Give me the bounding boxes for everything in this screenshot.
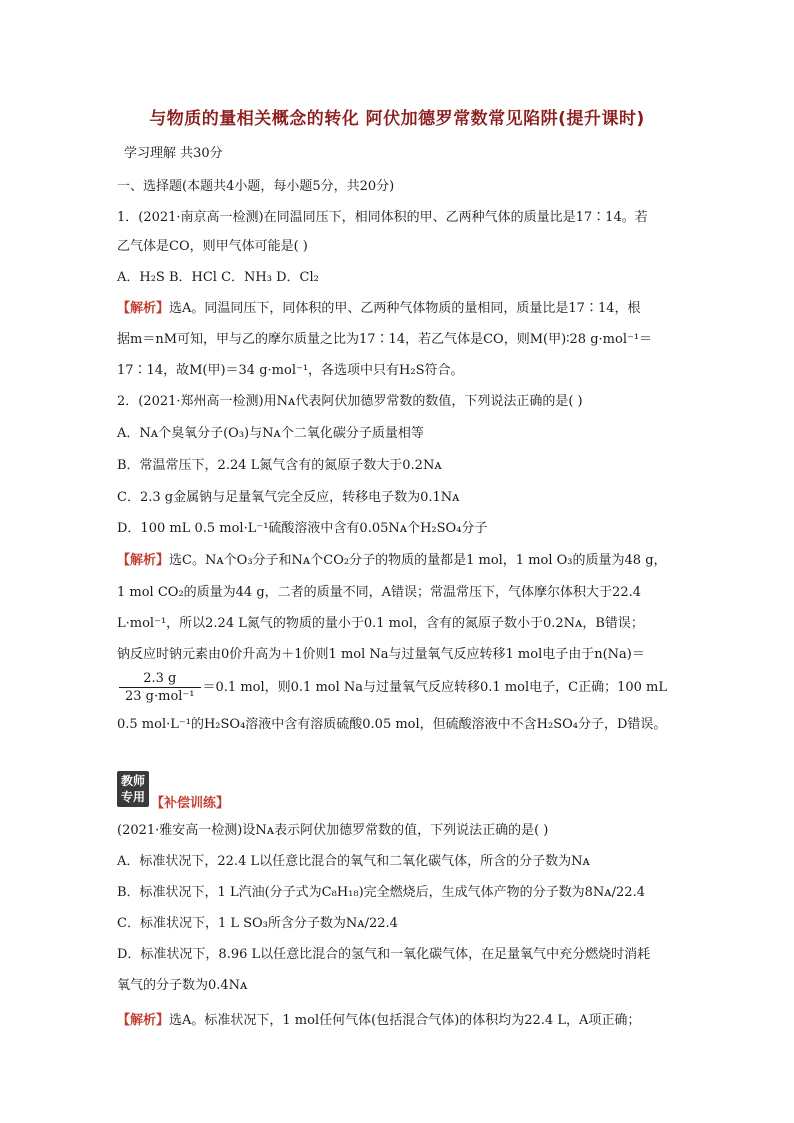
q1-options: A．H₂S B．HCl C．NH₃ D．Cl₂ [117, 270, 319, 285]
q2-explanation-text: ＝0.1 mol，则0.1 mol Na与过量氧气反应转移0.1 mol电子，C正确；100 mL [202, 680, 667, 695]
fraction [119, 670, 201, 705]
q2-option-d: D．100 mL 0.5 mol·L⁻¹硫酸溶液中含有0.05Nᴀ个H₂SO₄分子 [117, 521, 488, 536]
badge-top-text: 教师 [120, 774, 145, 788]
subtitle: 学习理解 共30分 [124, 146, 223, 161]
supp-option-b: B．标准状况下，1 L汽油(分子式为C₈H₁₈)完全燃烧后，生成气体产物的分子数为8Nᴀ/22.4 [117, 885, 645, 900]
explanation-tag: 【解析】 [117, 553, 170, 568]
supplementary-heading [151, 795, 229, 813]
q2-explanation-line3: L·mol⁻¹，所以2.24 L氮气的物质的量小于0.1 mol，含有的氮原子数小于0.2Nᴀ，B错误； [117, 616, 644, 631]
q1-stem-line2: 乙气体是CO，则甲气体可能是( ) [117, 239, 308, 254]
q1-explanation-line3: 17∶14，故M(甲)＝34 g·mol⁻¹，各选项中只有H₂S符合。 [117, 363, 464, 378]
explanation-tag: 【解析】 [117, 301, 170, 316]
supp-explanation-text: 选A。标准状况下，1 mol任何气体(包括混合气体)的体积均为22.4 L，A项正确； [169, 1013, 641, 1028]
supp-stem: (2021·雅安高一检测)设Nᴀ表示阿伏加德罗常数的值，下列说法正确的是( ) [117, 823, 549, 838]
q2-option-c: C．2.3 g金属钠与足量氧气完全反应，转移电子数为0.1Nᴀ [117, 490, 460, 505]
fraction-denominator: 23 g·mol⁻¹ [125, 689, 195, 704]
q2-explanation-line2: 1 mol CO₂的质量为44 g，二者的质量不同，A错误；常温常压下，气体摩尔体积大于22.4 [117, 585, 641, 600]
section-heading: 一、选择题(本题共4小题，每小题5分，共20分) [117, 179, 395, 194]
q2-option-b: B．常温常压下，2.24 L氮气含有的氮原子数大于0.2Nᴀ [117, 458, 442, 473]
fraction-numerator: 2.3 g [119, 670, 201, 688]
q2-option-a: A．Nᴀ个臭氧分子(O₃)与Nᴀ个二氧化碳分子质量相等 [117, 426, 424, 441]
badge-bottom-text: 专用 [120, 790, 145, 804]
supplementary-tag: 【补偿训练】 [151, 796, 230, 811]
page-title: 与物质的量相关概念的转化 阿伏加德罗常数常见陷阱(提升课时) [149, 109, 645, 129]
supp-option-a: A．标准状况下，22.4 L以任意比混合的氧气和二氧化碳气体，所含的分子数为Nᴀ [117, 854, 590, 869]
q1-explanation-text: 选A。同温同压下，同体积的甲、乙两种气体物质的量相同，质量比是17∶14，根 [169, 301, 641, 316]
supp-option-d-line1: D．标准状况下，8.96 L以任意比混合的氢气和一氧化碳气体，在足量氧气中充分燃烧时消耗 [117, 947, 651, 962]
supp-option-d-line2: 氧气的分子数为0.4Nᴀ [117, 978, 248, 993]
q1-explanation-line1 [117, 300, 641, 318]
q2-explanation-text: 选C。Nᴀ个O₃分子和Nᴀ个CO₂分子的物质的量都是1 mol，1 mol O₃的质量为48 g， [169, 553, 667, 568]
supp-option-c: C．标准状况下，1 L SO₃所含分子数为Nᴀ/22.4 [117, 916, 398, 931]
q2-explanation-line1 [117, 552, 667, 570]
teacher-only-badge [117, 771, 149, 807]
q2-explanation-line5 [117, 670, 667, 706]
q2-explanation-line4: 钠反应时钠元素由0价升高为＋1价则1 mol Na与过量氧气反应转移1 mol电子由于n(Na)＝ [117, 647, 645, 662]
explanation-tag: 【解析】 [117, 1013, 170, 1028]
q1-stem-line1: 1．(2021·南京高一检测)在同温同压下，相同体积的甲、乙两种气体的质量比是17∶14。若 [117, 210, 648, 225]
q2-explanation-line6: 0.5 mol·L⁻¹的H₂SO₄溶液中含有溶质硫酸0.05 mol，但硫酸溶液中不含H₂SO₄分子，D错误。 [117, 717, 667, 732]
supp-explanation-line1 [117, 1012, 640, 1030]
q1-explanation-line2: 据m＝nM可知，甲与乙的摩尔质量之比为17∶14，若乙气体是CO，则M(甲)∶28 g·mol⁻¹＝ [117, 332, 653, 347]
q2-stem: 2．(2021·郑州高一检测)用Nᴀ代表阿伏加德罗常数的数值，下列说法正确的是( ) [117, 394, 583, 409]
